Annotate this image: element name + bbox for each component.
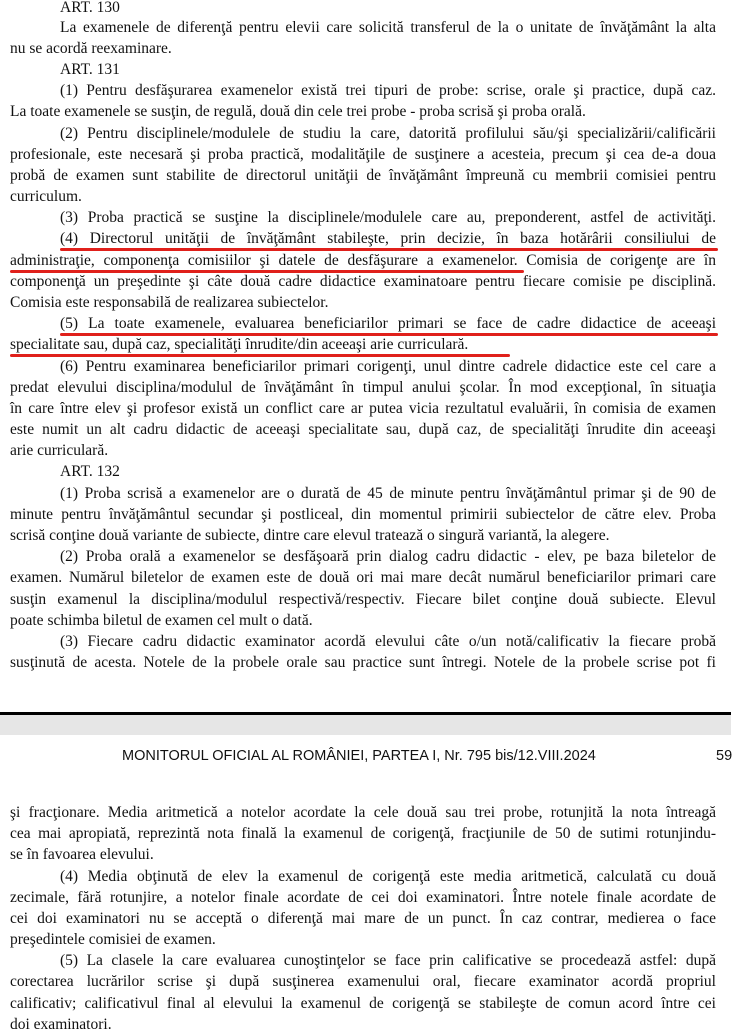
text-line: susţin examenul la disciplina/modulul respectivă/respectiv. Fiecare bilet conţine două subiecte. Elevul xyxy=(10,591,716,608)
text-line: scrisă conţine două variante de subiecte, dintre care elevul tratează o singură variantă, la alegere. xyxy=(10,527,610,544)
text-line: (2) Proba orală a examenelor se desfăşoară prin dialog cadru didactic - elev, pe baza biletelor de xyxy=(60,548,716,565)
text-line: nu se acordă reexaminare. xyxy=(10,40,172,57)
text-line: cea mai apropiată, reprezintă nota finală la examenul de corigenţă, fracţiunile de 50 de sutimi rotunjindu- xyxy=(10,825,716,842)
highlighted-text-line: specialitate sau, după caz, specialităţi înrudite/din aceeaşi arie curriculară. xyxy=(10,336,469,353)
text-line: (3) Fiecare cadru didactic examinator acordă elevului câte o/un notă/calificativ la fiecare probă xyxy=(60,633,716,650)
text-line: arie curriculară. xyxy=(10,442,109,459)
red-underline xyxy=(10,354,510,357)
text-line: predat elevului disciplina/modulul de învăţământ în timpul anului şcolar. În mod excepţional, în situaţia xyxy=(10,379,716,396)
text-line: La toate examenele se susţin, de regulă, două din cele trei probe - proba scrisă şi proba orală. xyxy=(10,103,586,120)
text-line: este numit un alt cadru didactic de aceeaşi specialitate sau, după caz, de specialităţi înrudite din aceeaşi xyxy=(10,421,716,438)
red-underline xyxy=(60,333,718,336)
text-line: curriculum. xyxy=(10,188,82,205)
highlighted-text-line: (4) Directorul unităţii de învăţământ stabileşte, prin decizie, în baza hotărârii consiliului de xyxy=(60,230,716,247)
highlighted-text-line: (5) La toate examenele, evaluarea beneficiarilor primari se face de cadre didactice de aceeaşi xyxy=(60,315,716,332)
text-line: (1) Proba scrisă a examenelor are o durată de 45 de minute pentru învăţământul primar şi de 90 de xyxy=(60,485,716,502)
text-line: preşedintele comisiei de examen. xyxy=(10,931,216,948)
text-line: probă de examen sunt stabilite de directorul unităţii de învăţământ împreună cu membrii comisiei pentru xyxy=(10,167,716,184)
article-heading: ART. 132 xyxy=(60,463,120,480)
text-line: zecimale, fără rotunjire, a notelor finale acordate de cei doi examinatori. Între notele finale acordate de xyxy=(10,889,716,906)
text-line: examen. Numărul biletelor de examen este de două ori mai mare decât numărul beneficiarilor primari care xyxy=(10,569,716,586)
text-line: (6) Pentru examinarea beneficiarilor primari corigenţi, unul dintre cadrele didactice este cel care a xyxy=(60,358,716,375)
red-underline xyxy=(60,248,718,251)
text-line: şi fracţionare. Media aritmetică a notelor acordate la cele două sau trei probe, rotunjită la nota întreagă xyxy=(10,804,716,821)
red-underline xyxy=(10,270,524,273)
text-line: corectarea lucrărilor scrise şi după susţinerea examenului oral, fiecare examinator acordă propriul xyxy=(10,973,716,990)
text-line: profesionale, este necesară şi proba practică, modalităţile de susţinere a acesteia, precum şi cea de-a doua xyxy=(10,146,716,163)
text-line: cei doi examinatori nu se acceptă o diferenţă mai mare de un punct. În caz contrar, medierea o face xyxy=(10,910,716,927)
text-line: minute pentru învăţământul secundar şi postliceal, din momentul primirii subiectelor de către elev. Proba xyxy=(10,506,716,523)
text-line: La examenele de diferenţă pentru elevii care solicită transferul de la o unitate de învăţământ la alta xyxy=(60,19,716,36)
text-line: (5) La clasele la care evaluarea cunoştinţelor se face prin calificative se procedează astfel: după xyxy=(60,952,716,969)
article-heading: ART. 131 xyxy=(60,61,120,78)
highlighted-text-line: administraţie, componenţa comisiilor şi datele de desfăşurare a examenelor. Comisia de corigenţe are în xyxy=(10,252,716,269)
page-bottom xyxy=(0,735,731,1033)
text-line: susţinută de acesta. Notele de la probele orale sau practice sunt întregi. Notele de la probele scrise pot fi xyxy=(10,654,716,671)
page-break-divider xyxy=(0,712,731,735)
text-line: calificativ; calificativul final al elevului la examenul de corigenţă se stabileşte de comun acord între cei xyxy=(10,995,716,1012)
header-title: MONITORUL OFICIAL AL ROMÂNIEI, PARTEA I, Nr. 795 bis/12.VIII.2024 xyxy=(122,748,596,764)
text-line: (4) Media obţinută de elev la examenul de corigenţă este media aritmetică, calculată cu două xyxy=(60,868,716,885)
header-page-number: 59 xyxy=(716,748,732,764)
text-line: poate schimba biletul de examen cel mult o dată. xyxy=(10,612,313,629)
article-heading: ART. 130 xyxy=(60,0,120,16)
text-line: (2) Pentru disciplinele/modulele de studiu la care, datorită profilului său/şi specializării/calificării xyxy=(60,125,716,142)
text-line: în care între elev şi profesor există un conflict care ar putea vicia rezultatul evaluării, în comisia de examen xyxy=(10,400,716,417)
text-line: (1) Pentru desfăşurarea examenelor există trei tipuri de probe: scrise, orale şi practice, după caz. xyxy=(60,82,716,99)
text-line: doi examinatori. xyxy=(10,1016,112,1033)
text-line: Comisia este responsabilă de realizarea subiectelor. xyxy=(10,294,329,311)
text-line: (3) Proba practică se susţine la disciplinele/modulele care au, preponderent, astfel de activităţi. xyxy=(60,209,716,226)
text-line: componenţă un preşedinte şi câte două cadre didactice examinatoare pentru fiecare comisie pe disciplină. xyxy=(10,273,716,290)
text-line: se în favoarea elevului. xyxy=(10,846,154,863)
